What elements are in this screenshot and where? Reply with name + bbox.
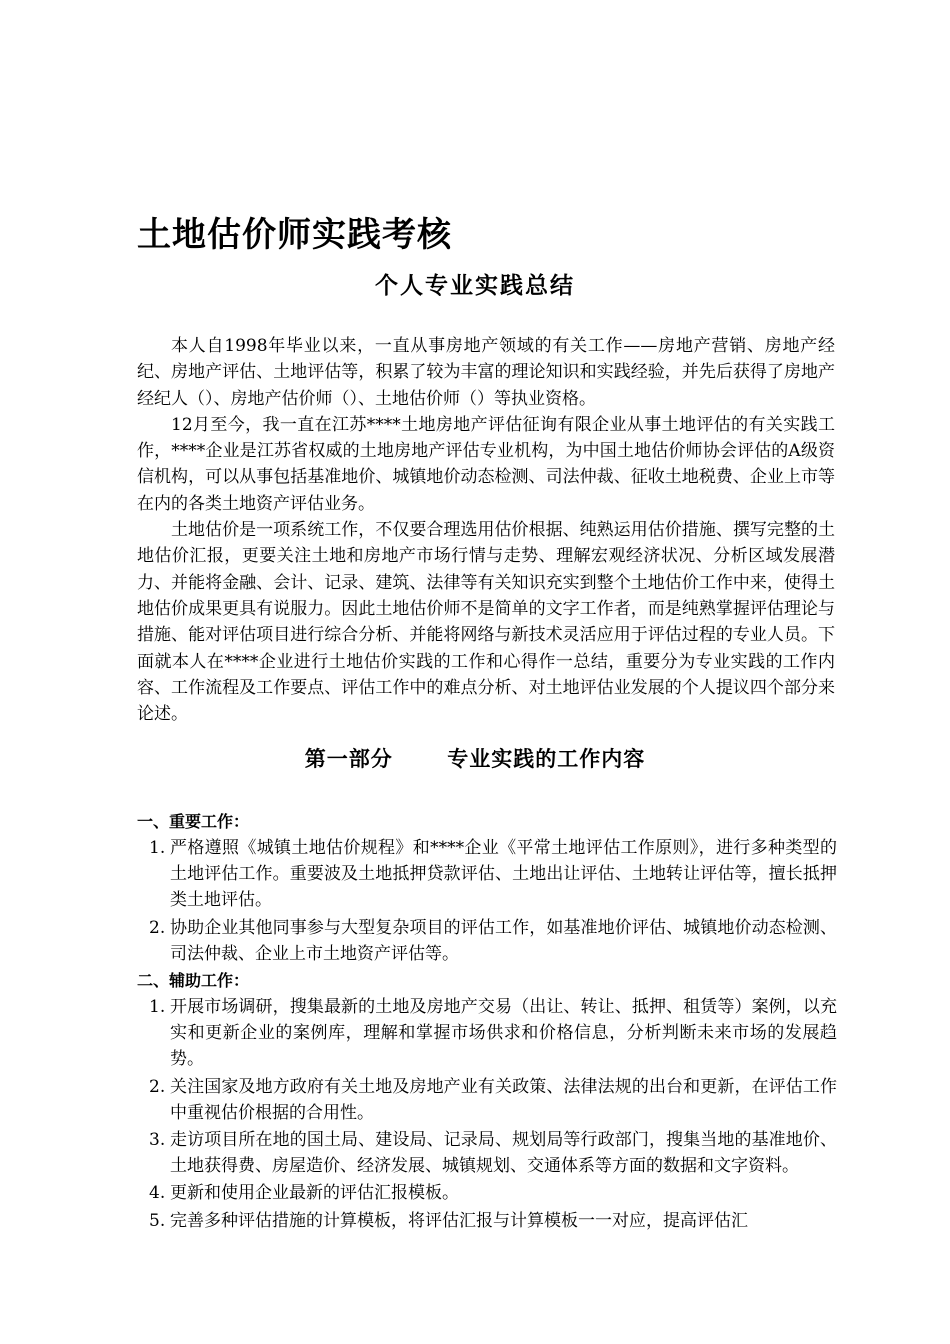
main-work-list: [137, 835, 837, 967]
paragraph: 12月至今，我一直在江苏****土地房地产评估征询有限企业从事土地评估的有关实践工作，****企业是江苏省权威的土地房地产评估专业机构，为中国土地估价师协会评估的A级资信机构，可以从事包括基准地价、城镇地价动态检测、司法仲裁、征收土地税费、企业上市等在内的各类土地资产评估业务。: [137, 414, 835, 514]
list-number: 1.: [149, 838, 166, 858]
list-item: [137, 1180, 837, 1206]
list-number: 2.: [149, 917, 166, 938]
list-item: [137, 1074, 837, 1126]
list-number: 4.: [149, 1183, 166, 1204]
section-heading: 第一部分 专业实践的工作内容: [304, 747, 646, 771]
list-number: 1.: [149, 997, 166, 1018]
list-item: [137, 915, 837, 967]
document-subtitle: 个人专业实践总结: [375, 273, 575, 299]
list-item: [137, 1127, 837, 1179]
list-item-text: 协助企业其他同事参与大型复杂项目的评估工作，如基准地价评估、城镇地价动态检测、司法仲裁、企业上市土地资产评估等。: [170, 917, 837, 964]
list-item-text: 走访项目所在地的国土局、建设局、记录局、规划局等行政部门，搜集当地的基准地价、土地获得费、房屋造价、经济发展、城镇规划、交通体系等方面的数据和文字资料。: [170, 1130, 837, 1177]
aux-work-list: [137, 994, 837, 1234]
list-item-text: 开展市场调研，搜集最新的土地及房地产交易（出让、转让、抵押、租赁等）案例，以充实和更新企业的案例库，理解和掌握市场供求和价格信息，分析判断未来市场的发展趋势。: [170, 997, 837, 1070]
list-item: [137, 994, 837, 1073]
list-item: [137, 1208, 837, 1234]
paragraph: 本人自1998年毕业以来，一直从事房地产领域的有关工作——房地产营销、房地产经纪、房地产评估、土地评估等，积累了较为丰富的理论知识和实践经验，并先后获得了房地产经纪人（）、房地产估价师（）、土地估价师（）等执业资格。: [137, 336, 835, 409]
list-number: 3.: [149, 1130, 166, 1151]
list-item: [137, 835, 837, 914]
list-item-text: 完善多种评估措施的计算模板，将评估汇报与计算模板一一对应，提高评估汇: [170, 1210, 748, 1231]
work-content: [137, 809, 837, 1235]
list-number: 2.: [149, 1076, 166, 1097]
list-item-text: 更新和使用企业最新的评估汇报模板。: [170, 1183, 459, 1204]
list-item-text: 关注国家及地方政府有关土地及房地产业有关政策、法律法规的出台和更新，在评估工作中重视估价根据的合用性。: [170, 1076, 837, 1123]
intro-text: [137, 333, 835, 727]
document-title: 土地估价师实践考核: [137, 215, 452, 255]
list-number: 5.: [149, 1210, 166, 1231]
list-item-text: 严格遵照《城镇土地估价规程》和****企业《平常土地评估工作原则》，进行多种类型的土地评估工作。重要波及土地抵押贷款评估、土地出让评估、土地转让评估等，擅长抵押类土地评估。: [170, 838, 837, 911]
aux-work-heading: 二、辅助工作：: [137, 971, 250, 991]
main-work-heading: 一、重要工作：: [137, 812, 250, 831]
paragraph: 土地估价是一项系统工作，不仅要合理选用估价根据、纯熟运用估价措施、撰写完整的土地估价汇报，更要关注土地和房地产市场行情与走势、理解宏观经济状况、分析区域发展潜力、并能将金融、会计、记录、建筑、法律等有关知识充实到整个土地估价工作中来，使得土地估价成果更具有说服力。因此土地估价师不是简单的文字工作者，而是纯熟掌握评估理论与措施、能对评估项目进行综合分析、并能将网络与新技术灵活应用于评估过程的专业人员。下面就本人在****企业进行土地估价实践的工作和心得作一总结，重要分为专业实践的工作内容、工作流程及工作要点、评估工作中的难点分析、对土地评估业发展的个人提议四个部分来论述。: [137, 520, 835, 725]
